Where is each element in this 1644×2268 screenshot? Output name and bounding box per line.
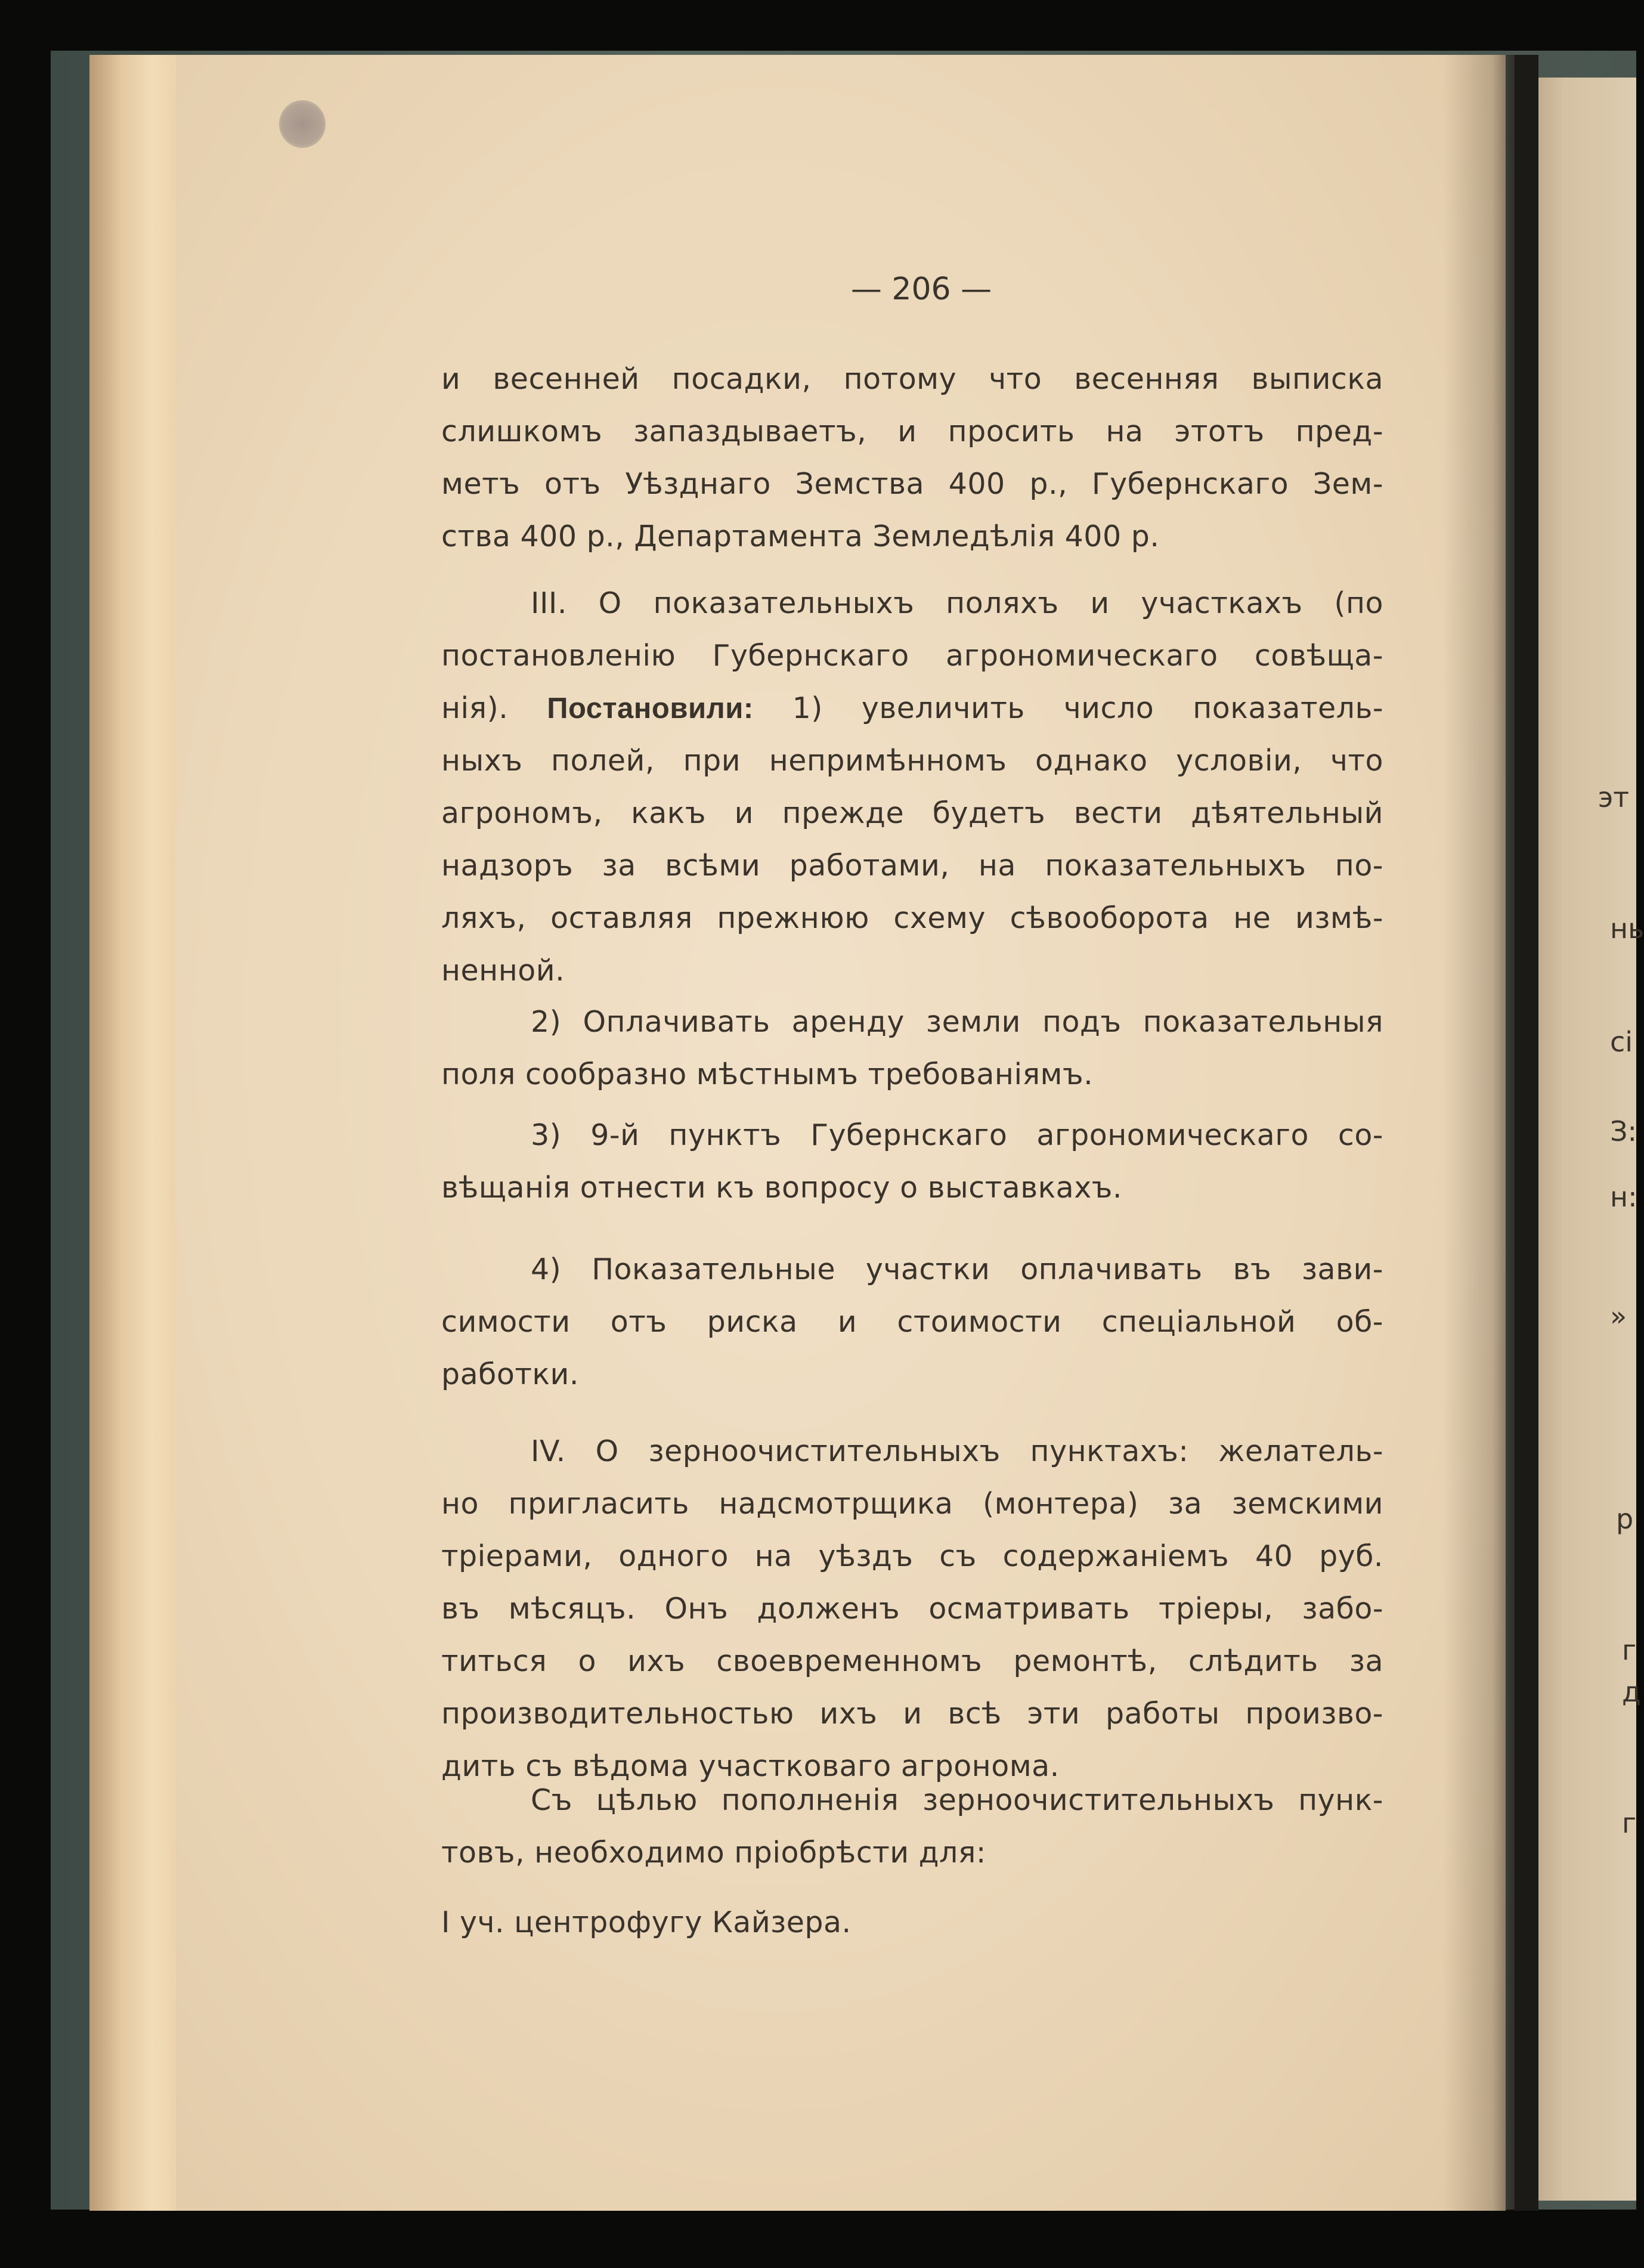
right-page-fragment: З: <box>1610 1115 1637 1147</box>
text-line: въ мѣсяцъ. Онъ долженъ осматривать тріеры, забо- <box>441 1592 1383 1626</box>
text-fragment: 1) увеличить число показатель- <box>792 691 1384 725</box>
bold-resolution-label: Постановили: <box>547 692 754 725</box>
right-page-fragment: г <box>1622 1807 1637 1839</box>
right-page-fragment: » <box>1610 1300 1627 1332</box>
text-line: товъ, необходимо пріобрѣсти для: <box>441 1836 986 1870</box>
text-line: слишкомъ запаздываетъ, и просить на этотъ пред- <box>441 414 1383 448</box>
text-line: работки. <box>441 1357 579 1391</box>
paragraph-section-iv <box>441 1425 1383 1793</box>
right-page-fragment: р <box>1616 1503 1634 1535</box>
book-spine <box>1515 55 1538 2211</box>
text-line: надзоръ за всѣми работами, на показательныхъ по- <box>441 849 1383 883</box>
text-line: I уч. центрофугу Кайзера. <box>441 1905 852 1939</box>
text-line: ненной. <box>441 954 565 988</box>
text-fragment: нія). <box>441 691 509 725</box>
text-line: титься о ихъ своевременномъ ремонтѣ, слѣдить за <box>441 1644 1383 1678</box>
text-line: IV. О зерноочистительныхъ пунктахъ: желатель- <box>531 1434 1383 1468</box>
paragraph-item-4 <box>441 1243 1383 1401</box>
right-page-fragment: сі <box>1610 1026 1633 1058</box>
right-page-fragment: д <box>1622 1676 1641 1708</box>
text-line: дить съ вѣдома участковаго агронома. <box>441 1749 1060 1783</box>
paper-stain <box>279 100 326 148</box>
page-block-edges <box>89 55 179 2211</box>
text-line: метъ отъ Уѣзднаго Земства 400 р., Губернскаго Зем- <box>441 467 1383 501</box>
paragraph-purchase <box>441 1774 1383 1879</box>
text-line: 2) Оплачивать аренду земли подъ показательныя <box>531 1005 1383 1039</box>
text-line: постановленію Губернскаго агрономическаго совѣща- <box>441 639 1383 673</box>
paragraph-section-iii <box>441 577 1383 997</box>
text-line: ляхъ, оставляя прежнюю схему сѣвооборота не измѣ- <box>441 901 1383 935</box>
text-line: агрономъ, какъ и прежде будетъ вести дѣятельный <box>441 796 1383 830</box>
text-line: Съ цѣлью пополненія зерноочистительныхъ пунк- <box>531 1783 1383 1817</box>
text-line: III. О показательныхъ поляхъ и участкахъ (по <box>531 586 1383 620</box>
right-page-fragment: г <box>1622 1634 1637 1666</box>
right-page-fragment: нь <box>1610 912 1644 945</box>
paragraph-1 <box>441 353 1383 563</box>
text-line: тріерами, одного на уѣздъ съ содержаніемъ 40 руб. <box>441 1539 1383 1573</box>
text-line: 4) Показательные участки оплачивать въ зави- <box>531 1252 1383 1286</box>
paragraph-item-3 <box>441 1109 1383 1214</box>
text-line: симости отъ риска и стоимости спеціальной об- <box>441 1305 1383 1339</box>
right-page-fragment: н: <box>1610 1181 1637 1213</box>
page-number: — 206 — <box>850 271 992 307</box>
text-line: 3) 9-й пунктъ Губернскаго агрономическаго со- <box>531 1118 1383 1152</box>
text-line-with-bold <box>441 682 1383 735</box>
text-line: но пригласить надсмотрщика (монтера) за земскими <box>441 1487 1383 1521</box>
right-page-fragment: эт <box>1598 781 1630 813</box>
paragraph-centrifuge <box>441 1896 1383 1949</box>
text-line: ныхъ полей, при непримѣнномъ однако условіи, что <box>441 744 1383 778</box>
text-line: вѣщанія отнести къ вопросу о выставкахъ. <box>441 1171 1122 1205</box>
text-line: ства 400 р., Департамента Земледѣлія 400 р. <box>441 519 1160 553</box>
text-line: поля сообразно мѣстнымъ требованіямъ. <box>441 1057 1094 1091</box>
paragraph-item-2 <box>441 996 1383 1101</box>
text-line: производительностью ихъ и всѣ эти работы произво- <box>441 1697 1383 1731</box>
text-line: и весенней посадки, потому что весенняя выписка <box>441 362 1383 396</box>
